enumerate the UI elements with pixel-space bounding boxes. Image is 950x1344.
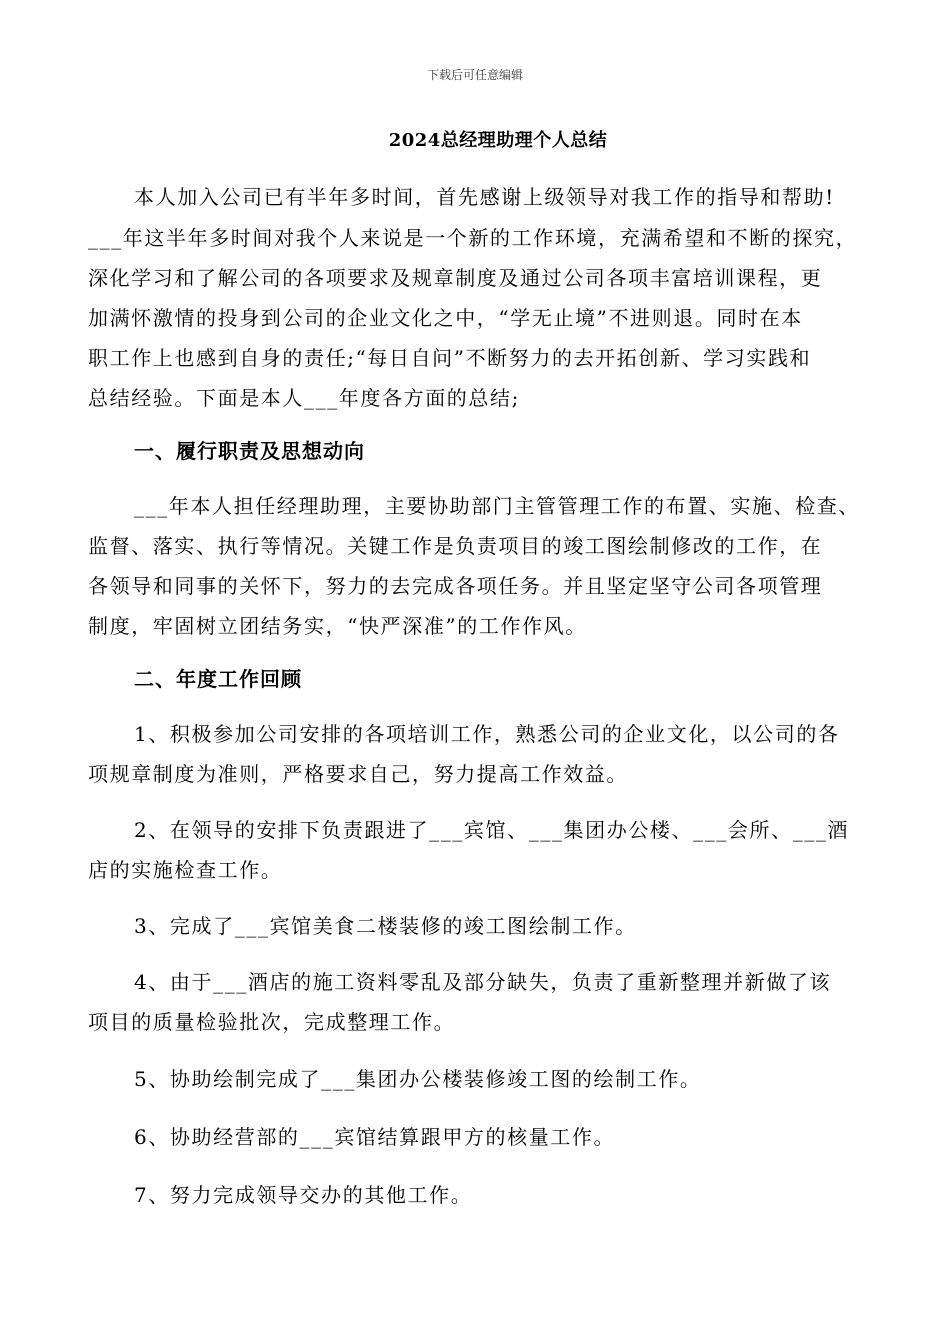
section1-line: 制度，牢固树立团结务实，“快严深准”的工作作风。 [88, 614, 587, 638]
list-item: 3、完成了___宾馆美食二楼装修的竣工图绘制工作。 [134, 914, 637, 938]
list-item: 7、努力完成领导交办的其他工作。 [134, 1183, 473, 1207]
list-item-continuation: 项目的质量检验批次，完成整理工作。 [88, 1010, 456, 1034]
intro-line: 加满怀激情的投身到公司的企业文化之中，“学无止境”不进则退。同时在本 [88, 306, 803, 330]
document-title: 2024总经理助理个人总结 [388, 130, 608, 151]
section-heading: 一、履行职责及思想动向 [134, 439, 365, 463]
intro-line: 本人加入公司已有半年多时间，首先感谢上级领导对我工作的指导和帮助! [134, 185, 835, 209]
section1-line: 监督、落实、执行等情况。关键工作是负责项目的竣工图绘制修改的工作，在 [88, 534, 823, 558]
list-item: 1、积极参加公司安排的各项培训工作，熟悉公司的企业文化，以公司的各 [134, 722, 840, 746]
intro-line: ___年这半年多时间对我个人来说是一个新的工作环境，充满希望和不断的探究， [88, 226, 858, 250]
list-item-continuation: 店的实施检查工作。 [88, 858, 283, 882]
section1-line: ___年本人担任经理助理，主要协助部门主管管理工作的布置、实施、检查、 [134, 494, 860, 518]
list-item-continuation: 项规章制度为准则，严格要求自己，努力提高工作效益。 [88, 762, 628, 786]
list-item: 5、协助绘制完成了___集团办公楼装修竣工图的绘制工作。 [134, 1067, 702, 1091]
intro-line: 深化学习和了解公司的各项要求及规章制度及通过公司各项丰富培训课程，更 [88, 266, 823, 290]
list-item: 2、在领导的安排下负责跟进了___宾馆、___集团办公楼、___会所、___酒 [134, 818, 850, 842]
list-item: 4、由于___酒店的施工资料零乱及部分缺失，负责了重新整理并新做了该 [134, 970, 832, 994]
section-heading: 二、年度工作回顾 [134, 667, 302, 691]
intro-line: 职工作上也感到自身的责任;“每日自问”不断努力的去开拓创新、学习实践和 [88, 346, 812, 370]
list-item: 6、协助经营部的___宾馆结算跟甲方的核量工作。 [134, 1125, 616, 1149]
section1-line: 各领导和同事的关怀下，努力的去完成各项任务。并且坚定坚守公司各项管理 [88, 574, 823, 598]
intro-line: 总结经验。下面是本人___年度各方面的总结; [88, 386, 520, 410]
header-note: 下载后可任意编辑 [426, 68, 523, 82]
